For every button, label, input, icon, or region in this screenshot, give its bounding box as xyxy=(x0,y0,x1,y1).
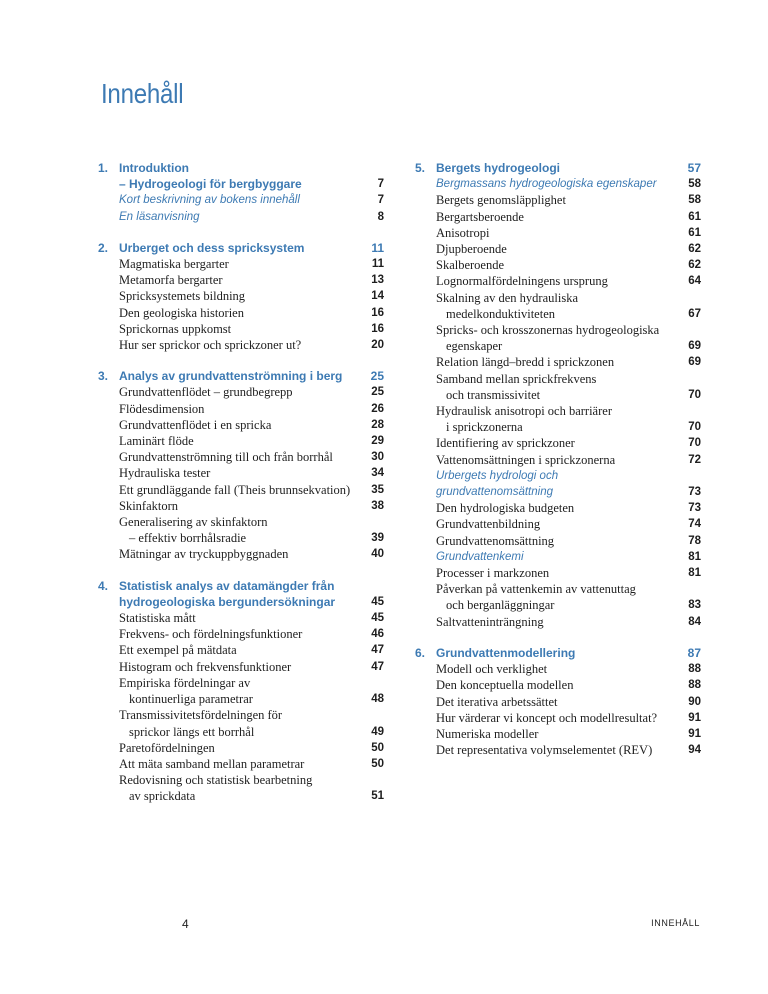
toc-entry-title: Påverkan på vattenkemin av vattenuttag xyxy=(436,582,636,597)
toc-page-number: 25 xyxy=(370,369,384,384)
toc-page-number: 67 xyxy=(688,307,701,320)
toc-entry-title: Metamorfa bergarter xyxy=(119,273,223,288)
toc-entry[interactable] xyxy=(98,530,384,546)
toc-entry[interactable] xyxy=(415,581,701,597)
toc-entry-title: Transmissivitetsfördelningen för xyxy=(119,708,283,723)
page-title: Innehåll xyxy=(101,78,184,109)
toc-entry[interactable] xyxy=(415,549,701,565)
toc-entry-title: Empiriska fördelningar av xyxy=(119,675,251,690)
toc-entry[interactable] xyxy=(415,192,701,208)
toc-entry[interactable] xyxy=(415,661,701,677)
toc-page-number: 70 xyxy=(688,421,701,434)
toc-entry[interactable] xyxy=(98,659,384,675)
toc-entry-title: Skalning av den hydrauliska xyxy=(436,290,578,305)
chapter-number: 3. xyxy=(98,369,109,384)
toc-chapter xyxy=(98,240,384,353)
toc-entry-title: Laminärt flöde xyxy=(119,434,194,449)
toc-entry[interactable] xyxy=(98,546,384,562)
toc-page-number: 50 xyxy=(371,757,384,770)
toc-entry-title: Grundvattenflödet i en spricka xyxy=(119,417,272,432)
toc-entry[interactable] xyxy=(98,514,384,530)
toc-entry[interactable] xyxy=(98,401,384,417)
toc-entry[interactable] xyxy=(415,273,701,289)
toc-page-number: 69 xyxy=(688,340,701,353)
toc-page-number: 40 xyxy=(371,548,384,561)
toc-entry[interactable] xyxy=(415,419,701,435)
toc-page-number: 25 xyxy=(371,386,384,399)
page-number: 4 xyxy=(182,917,189,931)
toc-page-number: 47 xyxy=(371,660,384,673)
toc-entry[interactable] xyxy=(98,724,384,740)
toc-entry-title: Grundvattenströmning till och från borrhål xyxy=(119,450,333,465)
toc-column-left xyxy=(98,160,384,820)
toc-entry-title: grundvattenomsättning xyxy=(436,486,553,499)
toc-entry[interactable] xyxy=(98,788,384,804)
toc-entry[interactable] xyxy=(415,614,701,630)
toc-entry[interactable] xyxy=(415,338,701,354)
toc-entry-title: i sprickzonerna xyxy=(446,420,523,435)
toc-page-number: 61 xyxy=(688,226,701,239)
toc-entry-title: Saltvatteninträngning xyxy=(436,614,544,629)
toc-entry-title: egenskaper xyxy=(446,339,503,354)
toc-entry-title: Hur ser sprickor och sprickzoner ut? xyxy=(119,338,302,353)
toc-page-number: 73 xyxy=(688,502,701,515)
toc-entry[interactable] xyxy=(98,740,384,756)
toc-page-number: 11 xyxy=(371,240,384,255)
toc-entry-title: Paretofördelningen xyxy=(119,740,215,755)
toc-entry[interactable] xyxy=(415,710,701,726)
toc-entry[interactable] xyxy=(415,484,701,500)
toc-entry-title: Hydrauliska tester xyxy=(119,466,211,481)
chapter-number: 6. xyxy=(415,645,426,660)
toc-entry-title: Hur värderar vi koncept och modellresultat? xyxy=(436,710,658,725)
toc-page-number: 16 xyxy=(371,322,384,335)
toc-page-number: 70 xyxy=(688,437,701,450)
toc-page-number: 61 xyxy=(688,210,701,223)
toc-entry[interactable] xyxy=(415,435,701,451)
toc-entry[interactable] xyxy=(415,726,701,742)
toc-entry-title: och transmissivitet xyxy=(446,387,541,402)
toc-page-number: 8 xyxy=(377,210,384,223)
toc-chapter xyxy=(98,578,384,805)
toc-entry[interactable] xyxy=(98,417,384,433)
toc-entry[interactable] xyxy=(415,452,701,468)
chapter-number: 5. xyxy=(415,161,426,175)
toc-chapter-heading[interactable] xyxy=(98,240,384,256)
toc-page-number: 58 xyxy=(688,178,701,191)
toc-entry[interactable] xyxy=(98,707,384,723)
toc-entry-title: Introduktion xyxy=(119,161,189,175)
toc-entry-title: Urberget och dess spricksystem xyxy=(119,240,305,255)
toc-chapter xyxy=(415,645,701,758)
toc-entry[interactable] xyxy=(98,288,384,304)
toc-entry[interactable] xyxy=(98,691,384,707)
toc-entry[interactable] xyxy=(98,675,384,691)
toc-entry-title: Hydraulisk anisotropi och barriärer xyxy=(436,404,612,419)
toc-entry-title: Frekvens- och fördelningsfunktioner xyxy=(119,627,303,642)
toc-page-number: 73 xyxy=(688,486,701,499)
toc-entry[interactable] xyxy=(415,468,701,484)
toc-entry-title: Den hydrologiska budgeten xyxy=(436,501,575,516)
toc-entry-title: Magmatiska bergarter xyxy=(119,257,229,272)
toc-entry-title: Processer i markzonen xyxy=(436,566,550,581)
toc-page-number: 58 xyxy=(688,194,701,207)
toc-page-number: 74 xyxy=(688,518,701,531)
toc-page-number: 13 xyxy=(371,274,384,287)
chapter-number: 4. xyxy=(98,578,109,593)
toc-entry-title: Kort beskrivning av bokens innehåll xyxy=(119,194,300,207)
toc-entry[interactable] xyxy=(415,677,701,693)
toc-chapter-heading[interactable] xyxy=(98,578,384,594)
toc-page-number: 39 xyxy=(371,532,384,545)
toc-entry-title: Den konceptuella modellen xyxy=(436,678,574,693)
toc-entry-title: Det iterativa arbetssättet xyxy=(436,694,558,709)
toc-page-number: 26 xyxy=(371,402,384,415)
toc-entry[interactable] xyxy=(415,241,701,257)
chapter-number: 2. xyxy=(98,240,109,255)
toc-entry-title: Bergmassans hydrogeologiska egenskaper xyxy=(436,178,657,191)
toc-entry[interactable] xyxy=(98,305,384,321)
running-footer: INNEHÅLL xyxy=(651,918,700,928)
toc-page-number: 88 xyxy=(688,679,701,692)
toc-entry[interactable] xyxy=(415,533,701,549)
toc-page-number: 35 xyxy=(371,483,384,496)
toc-entry-title: Ett grundläggande fall (Theis brunnsekvation) xyxy=(119,482,351,497)
toc-entry[interactable] xyxy=(415,565,701,581)
chapter-number: 1. xyxy=(98,161,109,175)
toc-chapter xyxy=(98,160,384,225)
toc-entry[interactable] xyxy=(98,337,384,353)
toc-entry[interactable] xyxy=(415,387,701,403)
toc-entry[interactable] xyxy=(98,209,384,225)
toc-entry[interactable] xyxy=(98,756,384,772)
toc-entry-title: En läsanvisning xyxy=(119,210,200,223)
toc-entry[interactable] xyxy=(415,516,701,532)
toc-page-number: 81 xyxy=(688,567,701,580)
toc-entry[interactable] xyxy=(415,225,701,241)
toc-entry-title: Spricks- och krosszonernas hydrogeologiska xyxy=(436,323,660,338)
toc-page-number: 45 xyxy=(371,612,384,625)
toc-page-number: 81 xyxy=(688,550,701,563)
toc-entry-title: Analys av grundvattenströmning i berg xyxy=(119,369,343,384)
toc-entry-title: Vattenomsättningen i sprickzonerna xyxy=(436,452,616,467)
toc-entry[interactable] xyxy=(98,384,384,400)
toc-entry-title: av sprickdata xyxy=(129,789,196,804)
toc-page-number: 88 xyxy=(688,663,701,676)
toc-entry[interactable] xyxy=(98,610,384,626)
toc-page-number: 20 xyxy=(371,339,384,352)
toc-page-number: 70 xyxy=(688,388,701,401)
toc-entry-title: Sprickornas uppkomst xyxy=(119,321,232,336)
toc-entry-title: sprickor längs ett borrhål xyxy=(129,724,255,739)
toc-entry[interactable] xyxy=(98,626,384,642)
toc-entry[interactable] xyxy=(98,465,384,481)
toc-chapter-heading[interactable] xyxy=(415,645,701,661)
toc-entry[interactable] xyxy=(415,500,701,516)
toc-entry-title: Flödesdimension xyxy=(119,401,205,416)
toc-entry-title: Bergets hydrogeologi xyxy=(436,161,561,175)
toc-page-number: 47 xyxy=(371,644,384,657)
toc-page-number: 50 xyxy=(371,741,384,754)
toc-page-number: 46 xyxy=(371,628,384,641)
toc-entry-title: Ett exempel på mätdata xyxy=(119,643,237,658)
toc-entry-title: Grundvattenkemi xyxy=(436,550,524,563)
toc-entry[interactable] xyxy=(415,403,701,419)
toc-page-number: 78 xyxy=(688,534,701,547)
toc-chapter-heading[interactable] xyxy=(415,160,701,176)
toc-entry-title: – effektiv borrhålsradie xyxy=(129,531,247,546)
toc-page-number: 91 xyxy=(688,727,701,740)
toc-entry-title: Grundvattenomsättning xyxy=(436,533,555,548)
toc-page-number: 16 xyxy=(371,306,384,319)
toc-entry-title: Grundvattenbildning xyxy=(436,517,541,532)
toc-entry-title: Grundvattenflödet – grundbegrepp xyxy=(119,385,293,400)
toc-entry-title: Lognormalfördelningens ursprung xyxy=(436,274,608,289)
toc-entry[interactable] xyxy=(415,694,701,710)
toc-entry[interactable] xyxy=(98,272,384,288)
toc-entry-title: medelkonduktiviteten xyxy=(446,306,556,321)
toc-entry[interactable] xyxy=(415,371,701,387)
toc-column-right xyxy=(415,160,701,773)
toc-entry-title: Skalberoende xyxy=(436,258,505,273)
toc-page-number: 91 xyxy=(688,711,701,724)
toc-entry-title: Relation längd–bredd i sprickzonen xyxy=(436,355,615,370)
toc-page-number: 62 xyxy=(688,243,701,256)
toc-entry-title: Spricksystemets bildning xyxy=(119,289,246,304)
toc-entry-title: Identifiering av sprickzoner xyxy=(436,436,575,451)
toc-page-number: 87 xyxy=(687,645,701,660)
toc-entry[interactable] xyxy=(415,322,701,338)
toc-entry-title: Numeriska modeller xyxy=(436,726,539,741)
toc-entry-title: Djupberoende xyxy=(436,242,507,257)
toc-entry-title: Redovisning och statistisk bearbetning xyxy=(119,773,313,788)
toc-entry[interactable] xyxy=(98,772,384,788)
toc-entry[interactable] xyxy=(415,257,701,273)
toc-entry-title: Statistisk analys av datamängder från xyxy=(119,578,335,593)
toc-page-number: 90 xyxy=(688,695,701,708)
toc-page-number: 45 xyxy=(371,595,384,608)
toc-entry-title: Mätningar av tryckuppbyggnaden xyxy=(119,547,289,562)
toc-chapter-heading[interactable] xyxy=(98,160,384,176)
toc-page-number: 29 xyxy=(371,435,384,448)
toc-entry[interactable] xyxy=(415,209,701,225)
toc-entry[interactable] xyxy=(415,597,701,613)
toc-page-number: 38 xyxy=(371,499,384,512)
toc-page-number: 69 xyxy=(688,356,701,369)
toc-entry[interactable] xyxy=(98,176,384,192)
toc-entry[interactable] xyxy=(98,594,384,610)
toc-entry-title: Att mäta samband mellan parametrar xyxy=(119,756,305,771)
toc-page-number: 57 xyxy=(687,161,701,175)
toc-page-number: 7 xyxy=(377,194,384,207)
toc-entry[interactable] xyxy=(415,290,701,306)
toc-page-number: 51 xyxy=(371,790,384,803)
toc-entry[interactable] xyxy=(415,742,701,758)
toc-entry-title: kontinuerliga parametrar xyxy=(129,692,253,707)
toc-entry[interactable] xyxy=(415,176,701,192)
toc-page-number: 14 xyxy=(371,290,384,303)
toc-entry-title: Bergets genomsläpplighet xyxy=(436,193,566,208)
toc-entry-title: Skinfaktorn xyxy=(119,498,179,513)
toc-chapter-heading[interactable] xyxy=(98,368,384,384)
toc-entry[interactable] xyxy=(98,449,384,465)
toc-entry[interactable] xyxy=(98,498,384,514)
toc-entry-title: Det representativa volymselementet (REV) xyxy=(436,743,653,758)
toc-page-number: 48 xyxy=(371,693,384,706)
toc-page-number: 34 xyxy=(371,467,384,480)
toc-entry-title: Anisotropi xyxy=(436,225,490,240)
toc-entry[interactable] xyxy=(415,354,701,370)
toc-entry-title: Samband mellan sprickfrekvens xyxy=(436,371,597,386)
toc-page-number: 7 xyxy=(377,178,384,191)
toc-entry-title: Grundvattenmodellering xyxy=(436,645,576,660)
toc-page-number: 83 xyxy=(688,599,701,612)
toc-page-number: 62 xyxy=(688,259,701,272)
toc-entry[interactable] xyxy=(98,192,384,208)
toc-page-number: 49 xyxy=(371,725,384,738)
toc-page-number: 30 xyxy=(371,451,384,464)
toc-page-number: 11 xyxy=(371,258,384,271)
toc-entry[interactable] xyxy=(98,321,384,337)
toc-entry-title: – Hydrogeologi för bergbyggare xyxy=(119,177,302,192)
toc-entry-title: Modell och verklighet xyxy=(436,662,548,677)
toc-chapter xyxy=(415,160,701,630)
toc-entry[interactable] xyxy=(98,642,384,658)
toc-entry[interactable] xyxy=(98,256,384,272)
toc-entry-title: Generalisering av skinfaktorn xyxy=(119,515,268,530)
toc-entry[interactable] xyxy=(415,306,701,322)
toc-entry-title: hydrogeologiska bergundersökningar xyxy=(119,594,336,609)
toc-page-number: 84 xyxy=(688,615,701,628)
toc-page-number: 72 xyxy=(688,453,701,466)
toc-page-number: 64 xyxy=(688,275,701,288)
toc-entry-title: Den geologiska historien xyxy=(119,305,244,320)
toc-page-number: 28 xyxy=(371,418,384,431)
toc-chapter xyxy=(98,368,384,562)
toc-entry[interactable] xyxy=(98,433,384,449)
toc-page-number: 94 xyxy=(688,744,701,757)
toc-entry-title: och berganläggningar xyxy=(446,598,555,613)
toc-entry-title: Statistiska mått xyxy=(119,611,196,626)
toc-entry-title: Histogram och frekvensfunktioner xyxy=(119,659,292,674)
toc-entry-title: Urbergets hydrologi och xyxy=(436,469,559,482)
toc-entry-title: Bergartsberoende xyxy=(436,209,524,224)
toc-entry[interactable] xyxy=(98,482,384,498)
